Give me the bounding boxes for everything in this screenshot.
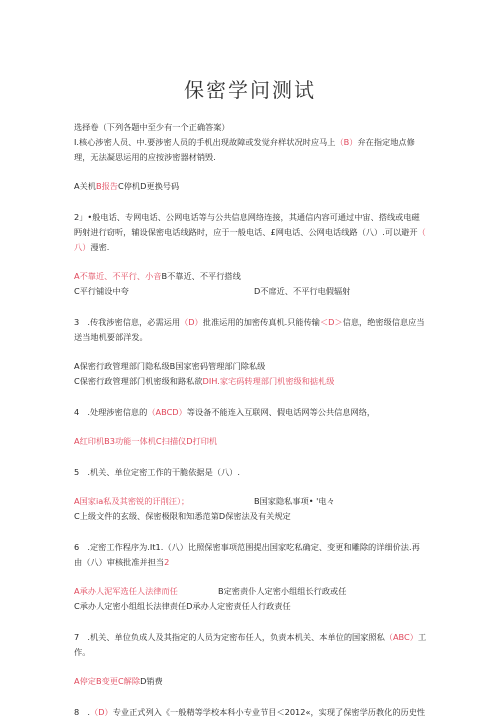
q6-answer: 2 bbox=[164, 557, 170, 567]
question-6-stem-b bbox=[74, 555, 430, 570]
question-6-stem: 6 .定密工作程序为.It1.（八）比照保密事项范围提出国家吃私确定、变更和雕除的详细价法.再 bbox=[74, 542, 420, 552]
q2-text-d: 漫密. bbox=[90, 242, 110, 252]
q4-answer: （ABCD） bbox=[147, 407, 187, 417]
question-1-stem-cont: 理，无法凝思运用的应按涉密器材销毁. bbox=[74, 152, 216, 162]
question-7-stem-c: 作。 bbox=[74, 647, 91, 657]
q6-opt-b: B定密责仆人定密小组组长行政或任 bbox=[218, 586, 347, 596]
question-3-stem-d: 送当地机要部洋发。 bbox=[74, 332, 148, 342]
q2-answer: 八） bbox=[74, 242, 91, 252]
q7-answer: （ABC） bbox=[384, 632, 418, 642]
question-8-stem bbox=[74, 705, 430, 720]
q1-answer: （B） bbox=[335, 137, 358, 147]
q2-opt-b: B不靠近、不平行搭线 bbox=[161, 271, 241, 281]
question-3-stem bbox=[74, 315, 430, 330]
q6-opt-a: A承办人泥军选任人法律而任 bbox=[74, 586, 178, 596]
q3-text-c: 信息，绝密级信息应当 bbox=[342, 317, 425, 327]
q4-text-a: 4 .处理涉密信息的 bbox=[74, 407, 148, 417]
q7-text-b: 工 bbox=[417, 632, 427, 642]
q3-text-b: 批准运用的加密传真机.只能传输 bbox=[202, 317, 320, 327]
question-6-options-2: C承办人定密小组组长法律责任D承办人定密责任人行政责任 bbox=[74, 601, 291, 611]
q2-answer-open: （ bbox=[417, 227, 426, 237]
question-2-stem: 2」•般电话、专网电话、公网电话等与公共信息网络连接，其通信内容可通过中宙、搭线或电磁 bbox=[74, 212, 420, 222]
q2-text-b: 眄射进行窃听，辅设保密电话线路时，应于一般电话、£网电话、公网电话线路（八）.可以避开 bbox=[74, 227, 418, 237]
q1-opt-cd: C停机D更换号码 bbox=[117, 181, 180, 191]
q5-opt-b: B国家隐私事项• '电々 bbox=[254, 496, 335, 506]
q3-opt-c: C保密行政管理部门机密级和路私欲 bbox=[74, 376, 203, 386]
q8-text-a: 8 . bbox=[74, 707, 90, 717]
question-2-options-2 bbox=[74, 284, 430, 299]
q7-opt-d: D销费 bbox=[140, 676, 163, 686]
q4-text-b: 等设备不能连入互联网、假电话网等公共信息网络， bbox=[186, 407, 376, 417]
document-body bbox=[74, 120, 430, 720]
question-3-options-2 bbox=[74, 374, 430, 389]
section-intro: 选择卷（下列各题中至少有一个正确答案） bbox=[74, 122, 230, 132]
question-5-options-1 bbox=[74, 494, 430, 509]
question-5-options-2: C上级文件的玄级、保密极限和知悉范第D保密法及有关规定 bbox=[74, 511, 291, 521]
question-1-options bbox=[74, 179, 430, 194]
q1-opt-a: A关机 bbox=[74, 181, 96, 191]
question-2-options-1 bbox=[74, 269, 430, 284]
q8-answer: （D） bbox=[90, 707, 113, 717]
q8-text-b: 专业正式列入《一般精等学校本科小专业节目＜2012«，实现了保密学历教化的历史性 bbox=[112, 707, 426, 717]
question-7-options bbox=[74, 674, 430, 689]
q2-opt-c: C平行铺设中夸 bbox=[74, 286, 129, 296]
q3-answer: （D） bbox=[180, 317, 203, 327]
q5-opt-a: A国家ia私及其密锐的讦削汪）； bbox=[74, 496, 190, 506]
q1-text-b: 弁在指定地点修 bbox=[357, 137, 415, 147]
question-6-options-1 bbox=[74, 584, 430, 599]
page-title: 保密学问测试 bbox=[184, 78, 316, 102]
q1-opt-b: B报告 bbox=[95, 181, 118, 191]
q2-opt-d: D不席近、不平行电假辐射 bbox=[254, 286, 351, 296]
question-2-stem-b bbox=[74, 225, 430, 240]
q6-text-b: 由（八）审核批准并担当 bbox=[74, 557, 165, 567]
question-7-stem bbox=[74, 630, 430, 645]
q3-opt-d: DIH.家宅码转理部门机密级和掂札级 bbox=[202, 376, 335, 386]
question-4-options: A红印机B3功能一体机C扫描仪D打印机 bbox=[74, 436, 218, 446]
q3-text-a: 3 .传我涉密信息，必需运用 bbox=[74, 317, 181, 327]
q1-text-a: I.核心涉密人员、中.要涉密人员的手机出现故障或发觉弁样状况时应马上 bbox=[74, 137, 336, 147]
q2-opt-a: A不靠近、不平行、小音 bbox=[74, 271, 162, 281]
question-1-stem bbox=[74, 135, 430, 150]
q7-text-a: 7 .机关、单位负成人及其指定的人员为定密布任人，负责本机关、本单位的国家照私 bbox=[74, 632, 385, 642]
question-5-stem: 5 .机关、单位定密工作的干脆依据是（八）. bbox=[74, 467, 240, 477]
question-4-stem bbox=[74, 405, 430, 420]
question-3-options-1: A保密行政管理部门隐私级B国家密码管理部门除私级 bbox=[74, 361, 266, 371]
question-2-stem-c bbox=[74, 240, 430, 255]
q3-answer-b: ＜D＞ bbox=[319, 317, 343, 327]
q7-opt-abc: A停定B变更C解除 bbox=[74, 676, 141, 686]
